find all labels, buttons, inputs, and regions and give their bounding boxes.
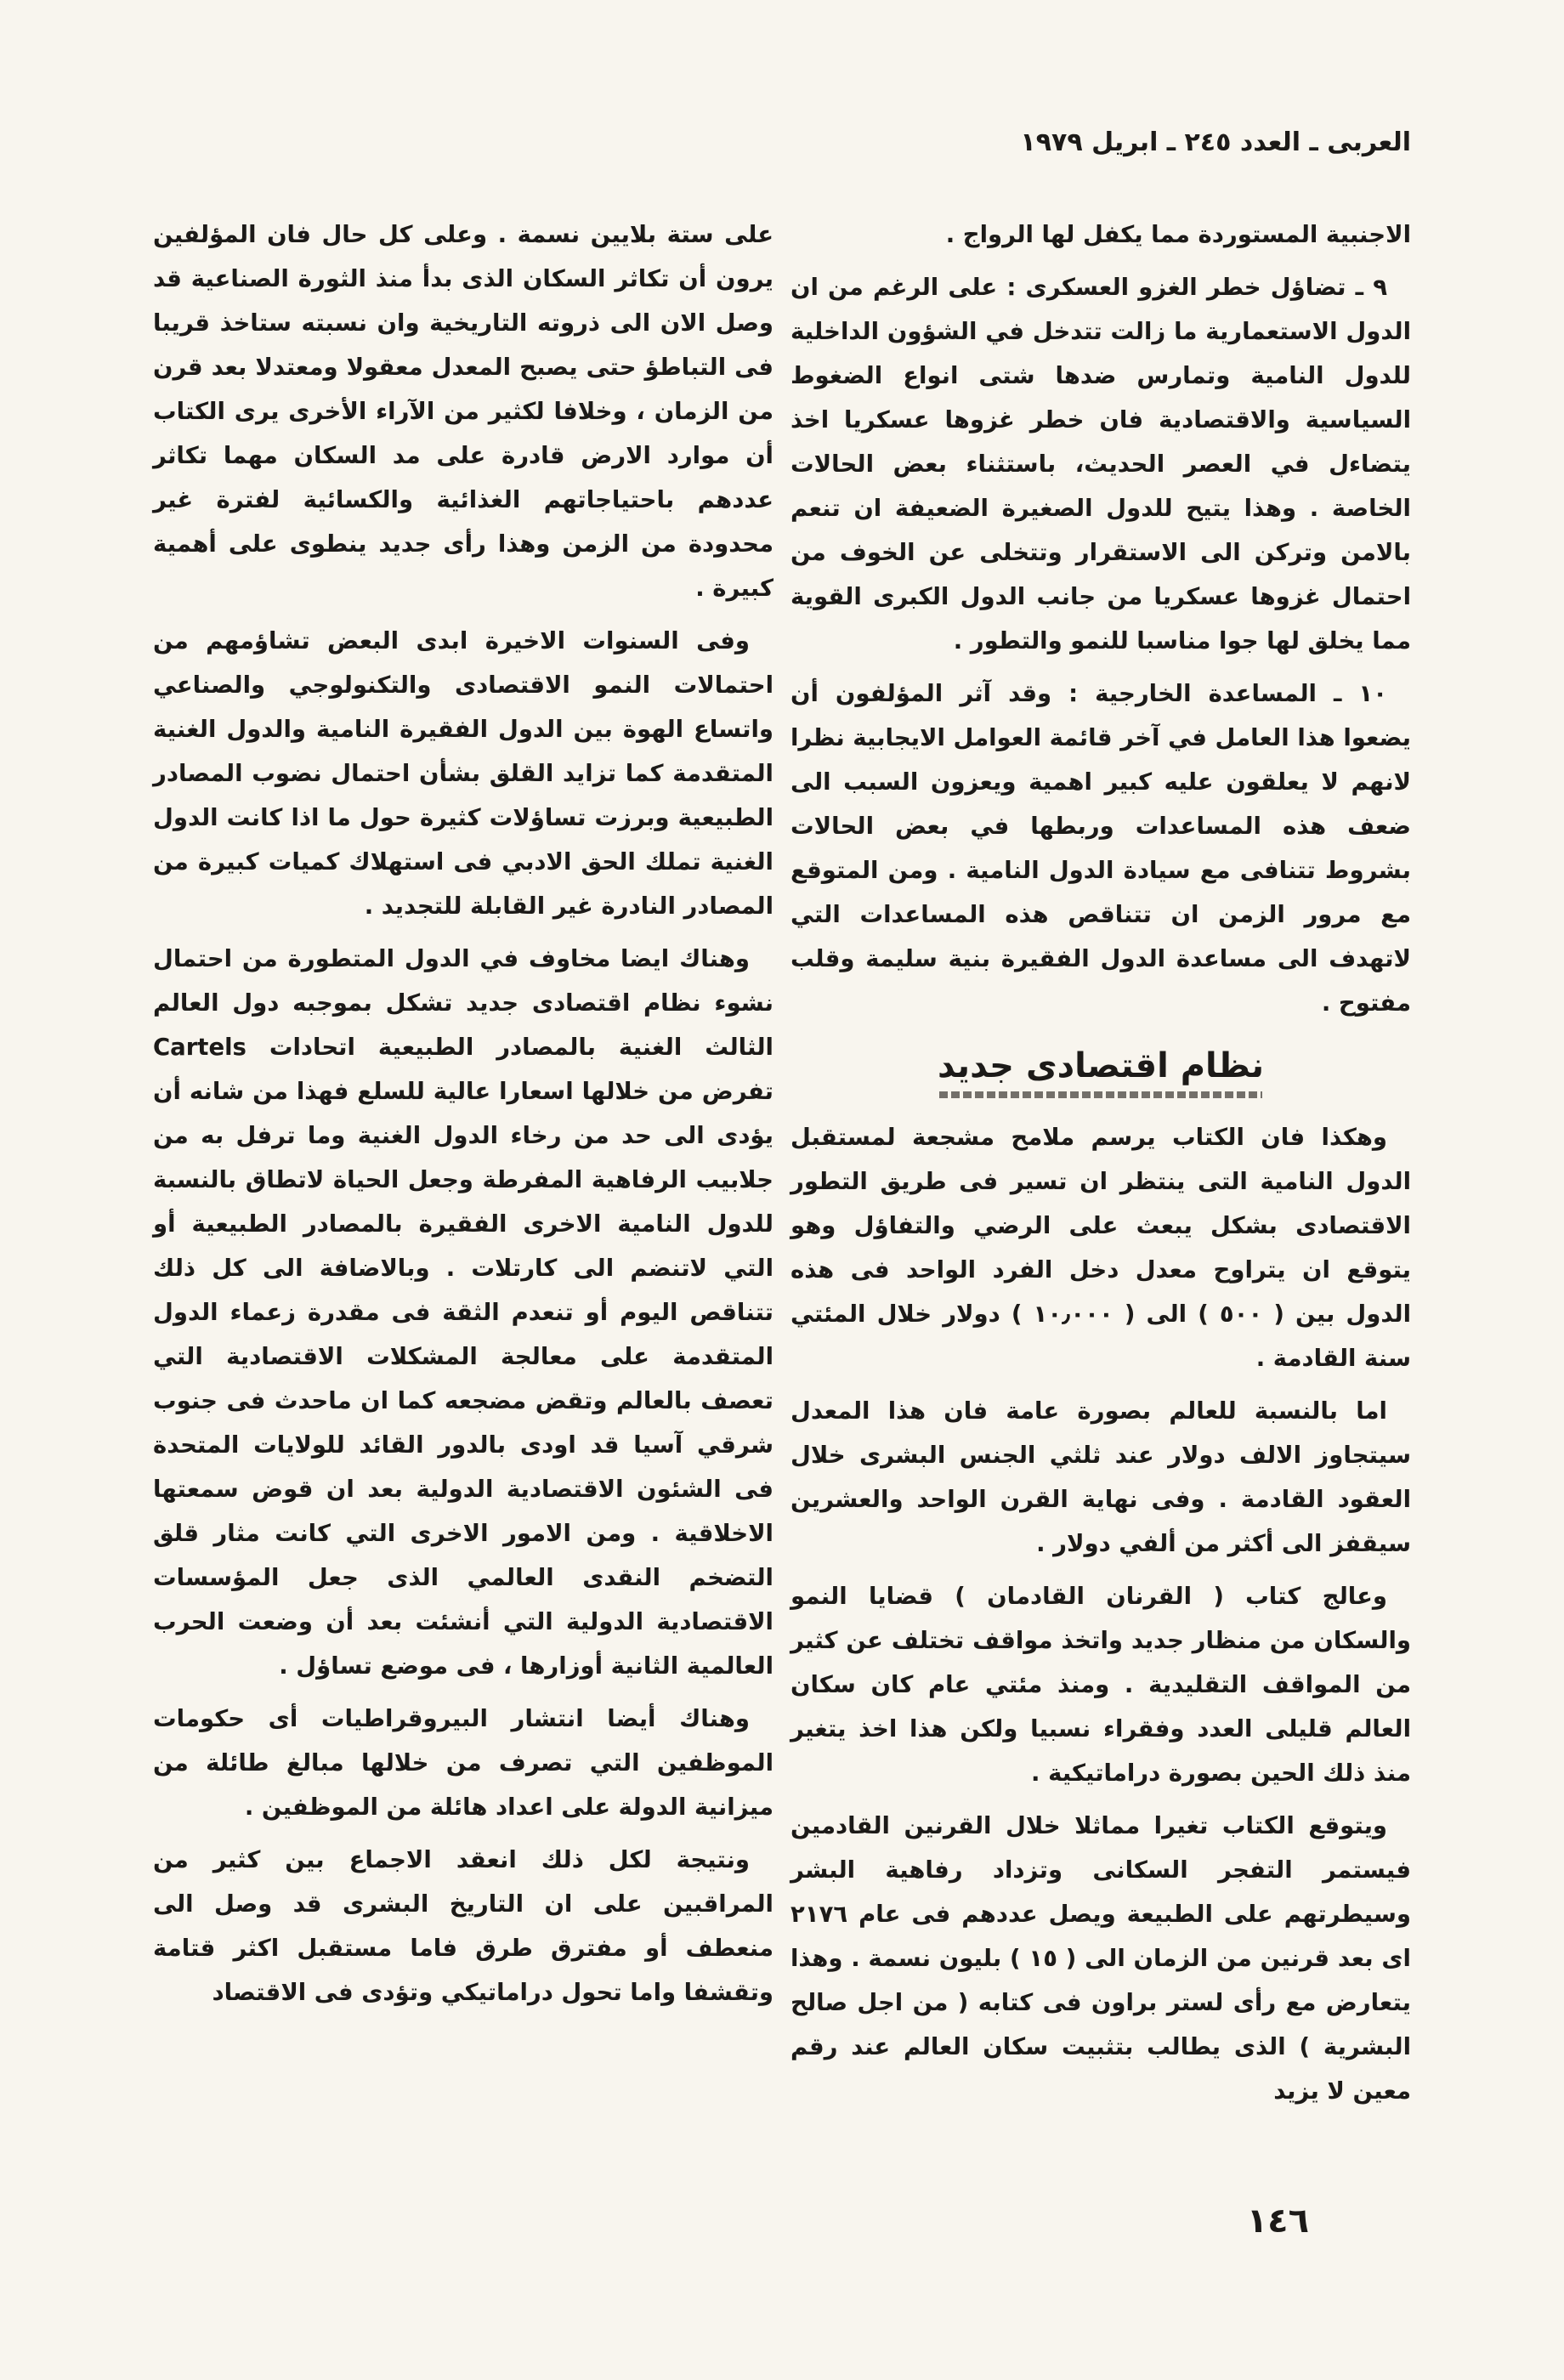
paragraph: وهكذا فان الكتاب يرسم ملامح مشجعة لمستقبل الدول النامية التى ينتظر ان تسير فى طريق التطور الاقتصادى بشكل يبعث على الرضي والتفاؤل وهو يتوقع ان يتراوح معدل دخل الفرد الواحد فى هذه الدول بين ( ٥٠٠ ) الى ( ١٠٫٠٠٠ ) دولار خلال المئتي سنة القادمة .: [790, 1124, 1412, 1372]
paragraph: ١٠ ـ المساعدة الخارجية : وقد آثر المؤلفون أن يضعوا هذا العامل في آخر قائمة العوامل الايجابية نظرا لانهم لا يعلقون عليه كبير اهمية ويعزون السبب الى ضعف هذه المساعدات وربطها في بعض الحالات بشروط تتنافى مع سيادة الدول النامية . ومن المتوقع مع مرور الزمن ان تتناقص هذه المساعدات التي لاتهدف الى مساعدة الدول الفقيرة بنية سليمة وقلب مفتوح .: [790, 680, 1411, 1017]
paragraph: ويتوقع الكتاب تغيرا مماثلا خلال القرنين القادمين فيستمر التفجر السكانى وتزداد رفاهية البشر وسيطرتهم على الطبيعة ويصل عددهم فى عام ٢١٧٦ اى بعد قرنين من الزمان الى ( ١٥ ) بليون نسمة . وهذا يتعارض مع رأى لستر براون فى كتابه ( من اجل صالح البشرية ) الذى يطالب بتثبيت سكان العالم عند رقم معين لا يزيد: [790, 1812, 1411, 2105]
paragraph: وفى السنوات الاخيرة ابدى البعض تشاؤمهم من احتمالات النمو الاقتصادى والتكنولوجي والصناعي واتساع الهوة بين الدول الفقيرة النامية والدول الغنية المتقدمة كما تزايد القلق بشأن احتمال نضوب المصادر الطبيعية وبرزت تساؤلات كثيرة حول ما اذا كانت الدول الغنية تملك الحق الادبي فى استهلاك كميات كبيرة من المصادر النادرة غير القابلة للتجديد .: [153, 627, 774, 920]
section-heading: نظام اقتصادى جديد: [937, 1046, 1265, 1085]
paragraph: ٩ ـ تضاؤل خطر الغزو العسكرى : على الرغم من ان الدول الاستعمارية ما زالت تتدخل في الشؤون الداخلية للدول النامية وتمارس ضدها شتى انواع الضغوط السياسية والاقتصادية فان خطر غزوها عسكريا اخذ يتضاءل في العصر الحديث، باستثناء بعض الحالات الخاصة . وهذا يتيح للدول الصغيرة الضعيفة ان تنعم بالامن وتركن الى الاستقرار وتتخلى عن الخوف من احتمال غزوها عسكريا من جانب الدول الكبرى القوية مما يخلق لها جوا مناسبا للنمو والتطور .: [790, 274, 1411, 654]
paragraph: ونتيجة لكل ذلك انعقد الاجماع بين كثير من المراقبين على ان التاريخ البشرى قد وصل الى منعطف أو مفترق طرق فاما مستقبل اكثر قتامة وتقشفا واما تحول دراماتيكي وتؤدى فى الاقتصاد: [153, 1846, 774, 2006]
heading-underline: [939, 1091, 1262, 1098]
page-number: ١٤٦: [1246, 2202, 1309, 2241]
paragraph: اما بالنسبة للعالم بصورة عامة فان هذا المعدل سيتجاوز الالف دولار عند ثلثي الجنس البشرى خلال العقود القادمة . وفى نهاية القرن الواحد والعشرين سيقفز الى أكثر من ألفي دولار .: [790, 1397, 1411, 1557]
paragraph: الاجنبية المستوردة مما يكفل لها الرواج .: [945, 221, 1411, 248]
paragraph: على ستة بلايين نسمة . وعلى كل حال فان المؤلفين يرون أن تكاثر السكان الذى بدأ منذ الثورة الصناعية قد وصل الان الى ذروته التاريخية وان نسبته ستاخذ قريبا فى التباطؤ حتى يصبح المعدل معقولا ومعتدلا بعد قرن من الزمان ، وخلافا لكثير من الآراء الأخرى يرى الكتاب أن موارد الارض قادرة على مد السكان مهما تكاثر عددهم باحتياجاتهم الغذائية والكسائية لفترة غير محدودة من الزمن وهذا رأى جديد ينطوى على أهمية كبيرة .: [153, 221, 774, 602]
right-column: [790, 212, 1411, 2122]
paragraph: وهناك ايضا مخاوف في الدول المتطورة من احتمال نشوء نظام اقتصادى جديد تشكل بموجبه دول العالم الثالث الغنية بالمصادر الطبيعية اتحادات Cartels تفرض من خلالها اسعارا عالية للسلع فهذا من شانه أن يؤدى الى حد من رخاء الدول الغنية وما ترفل به من جلابيب الرفاهية المفرطة وجعل الحياة لاتطاق بالنسبة للدول النامية الاخرى الفقيرة بالمصادر الطبيعية أو التي لاتنضم الى كارتلات . وبالاضافة الى كل ذلك تتناقص اليوم أو تنعدم الثقة فى مقدرة زعماء الدول المتقدمة على معالجة المشكلات الاقتصادية التي تعصف بالعالم وتقض مضجعه كما ان ماحدث فى جنوب شرقي آسيا قد اودى بالدور القائد للولايات المتحدة فى الشئون الاقتصادية الدولية بعد ان قوض سمعتها الاخلاقية . ومن الامور الاخرى التي كانت مثار قلق التضخم النقدى العالمي الذى جعل المؤسسات الاقتصادية الدولية التي أنشئت بعد أن وضعت الحرب العالمية الثانية أوزارها ، فى موضع تساؤل .: [153, 945, 774, 1680]
running-header: العربى ـ العدد ٢٤٥ ـ ابريل ١٩٧٩: [1020, 128, 1411, 157]
paragraph: وعالج كتاب ( القرنان القادمان ) قضايا النمو والسكان من منظار جديد واتخذ مواقف تختلف عن كثير من المواقف التقليدية . ومنذ مئتي عام كان سكان العالم قليلى العدد وفقراء نسبيا ولكن هذا اخذ يتغير منذ ذلك الحين بصورة دراماتيكية .: [790, 1583, 1411, 1787]
left-column: [153, 212, 774, 2023]
paragraph: وهناك أيضا انتشار البيروقراطيات أى حكومات الموظفين التي تصرف من خلالها مبالغ طائلة من ميزانية الدولة على اعداد هائلة من الموظفين .: [153, 1705, 774, 1821]
